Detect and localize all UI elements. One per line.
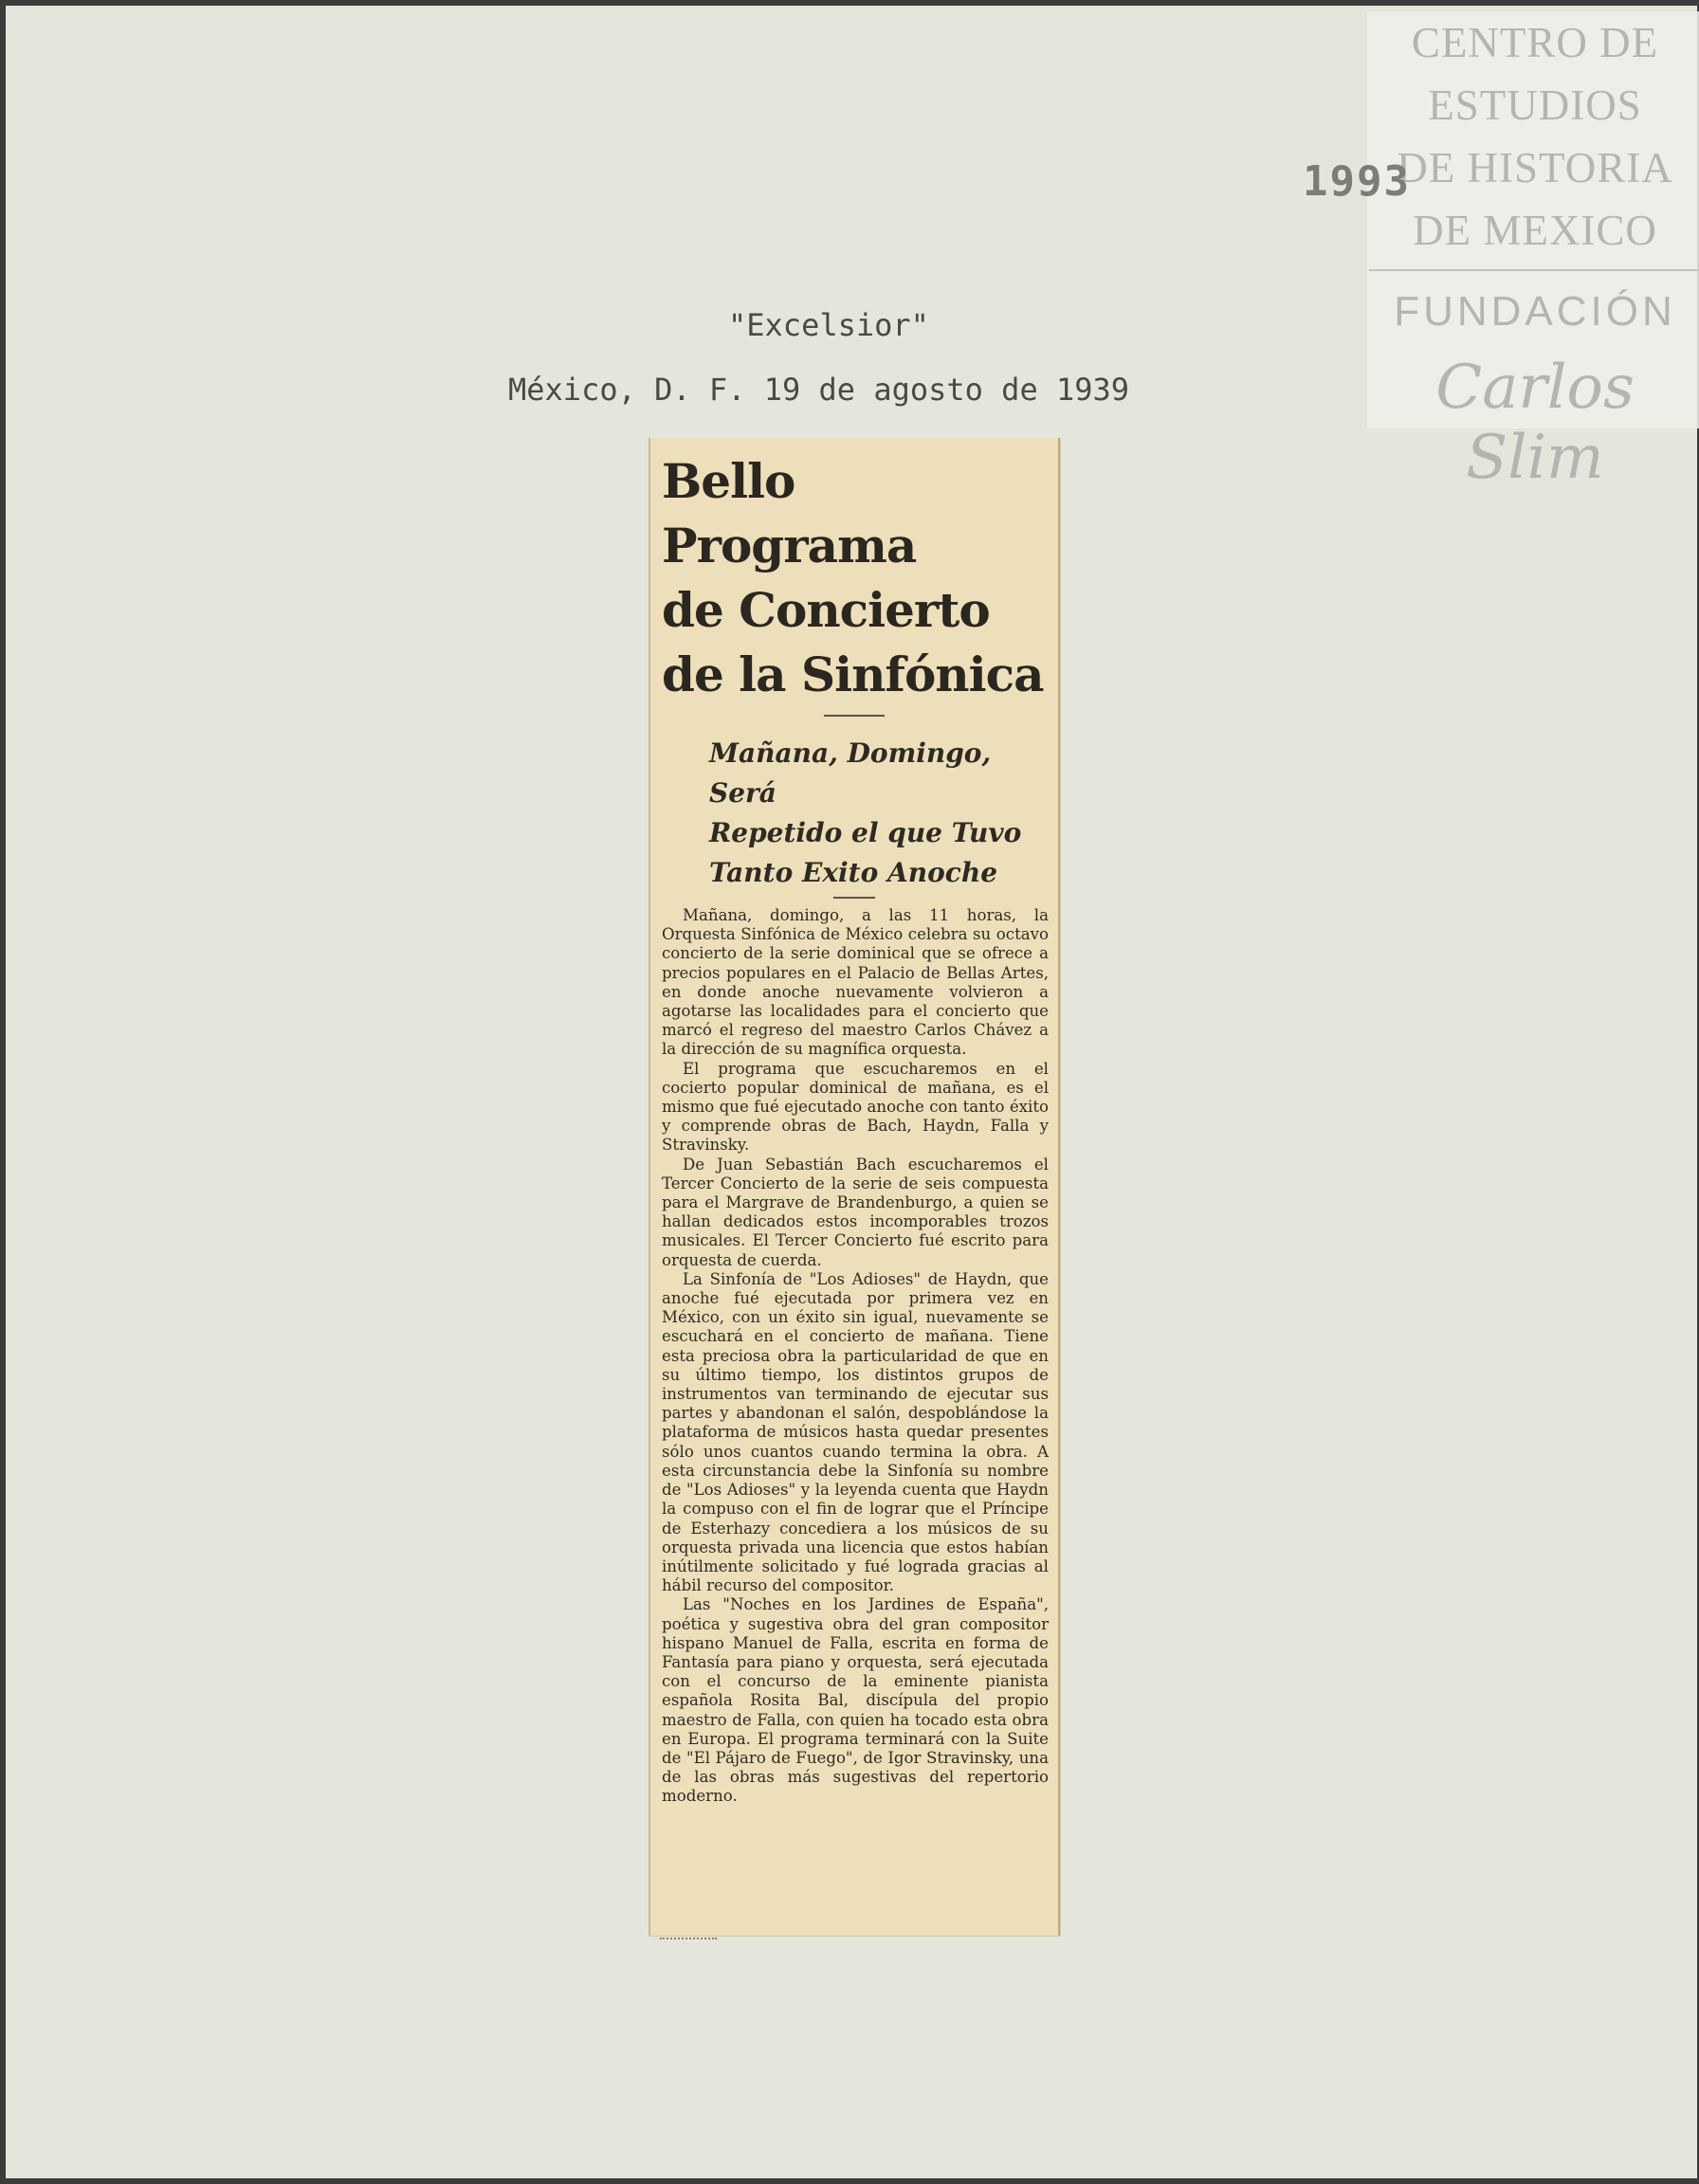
subheadline-line: Tanto Exito Anoche: [709, 857, 998, 888]
subheadline: [709, 734, 1047, 893]
watermark-line: ESTUDIOS: [1428, 82, 1642, 129]
subheadline-line: Repetido el que Tuvo: [709, 817, 1022, 848]
watermark-foundation: FUNDACIÓN: [1394, 288, 1676, 335]
watermark-line: DE HISTORIA: [1397, 144, 1673, 191]
watermark-signature: Carlos Slim: [1435, 353, 1635, 493]
watermark-line: CENTRO DE: [1411, 19, 1659, 66]
article-paragraph: De Juan Sebastián Bach escucharemos el Tercer Concierto de la serie de seis compuesta para el Margrave de Brandenburgo, a quien se hallan dedicados estos incomporables trozos musicales. El Tercer Concierto fué escrito para orquesta de cuerda.: [662, 1155, 1049, 1269]
headline: [662, 449, 1058, 707]
subheadline-divider: [833, 897, 875, 899]
clipping-torn-edge: [660, 1934, 717, 1939]
headline-line: de Concierto: [662, 582, 990, 638]
article-paragraph: Las "Noches en los Jardines de España", poética y sugestiva obra del gran compositor hispano Manuel de Falla, escrita en forma de Fantasía para piano y orquesta, será ejecutada con el concurso de la eminente pianista española Rosita Bal, discípula del propio maestro de Falla, con quien ha tocado esta obra en Europa. El programa terminará con la Suite de "El Pájaro de Fuego", de Igor Stravinsky, una de las obras más sugestivas del repertorio moderno.: [662, 1595, 1049, 1806]
newspaper-clipping: [649, 438, 1060, 1936]
headline-divider: [824, 715, 885, 717]
dateline: México, D. F. 19 de agosto de 1939: [508, 372, 1130, 408]
article-body: [662, 906, 1049, 1807]
article-paragraph: El programa que escucharemos en el cocierto popular dominical de mañana, es el mismo que fué ejecutado anoche con tanto éxito y comprende obras de Bach, Haydn, Falla y Stravinsky.: [662, 1059, 1049, 1155]
subheadline-line: Mañana, Domingo, Será: [709, 737, 992, 809]
headline-line: de la Sinfónica: [662, 646, 1044, 702]
watermark-divider: [1369, 269, 1699, 271]
headline-line: Bello Programa: [662, 453, 917, 573]
archive-number-stamp: 1993: [1303, 157, 1411, 206]
article-paragraph: La Sinfonía de "Los Adioses" de Haydn, que anoche fué ejecutada por primera vez en México, con un éxito sin igual, nuevamente se escuchará en el concierto de mañana. Tiene esta preciosa obra la particularidad de que en su último tiempo, los distintos grupos de instrumentos van terminando de ejecutar sus partes y abandonan el salón, despoblándose la plataforma de músicos hasta quedar presentes sólo unos cuantos cuando termina la obra. A esta circunstancia debe la Sinfonía su nombre de "Los Adioses" y la leyenda cuenta que Haydn la compuso con el fin de lograr que el Príncipe de Esterhazy concediera a los músicos de su orquesta privada una licencia que estos habían inútilmente solicitado y fué lograda gracias al hábil recurso del compositor.: [662, 1269, 1049, 1595]
archive-watermark: [1367, 11, 1699, 493]
watermark-line: DE MEXICO: [1413, 207, 1657, 254]
article-paragraph: Mañana, domingo, a las 11 horas, la Orquesta Sinfónica de México celebra su octavo concierto de la serie dominical que se ofrece a precios populares en el Palacio de Bellas Artes, en donde anoche nuevamente volvieron a agotarse las localidades para el concierto que marcó el regreso del maestro Carlos Chávez a la dirección de su magnífica orquesta.: [662, 906, 1049, 1059]
archive-page: [6, 6, 1697, 2178]
newspaper-source: "Excelsior": [728, 307, 929, 343]
